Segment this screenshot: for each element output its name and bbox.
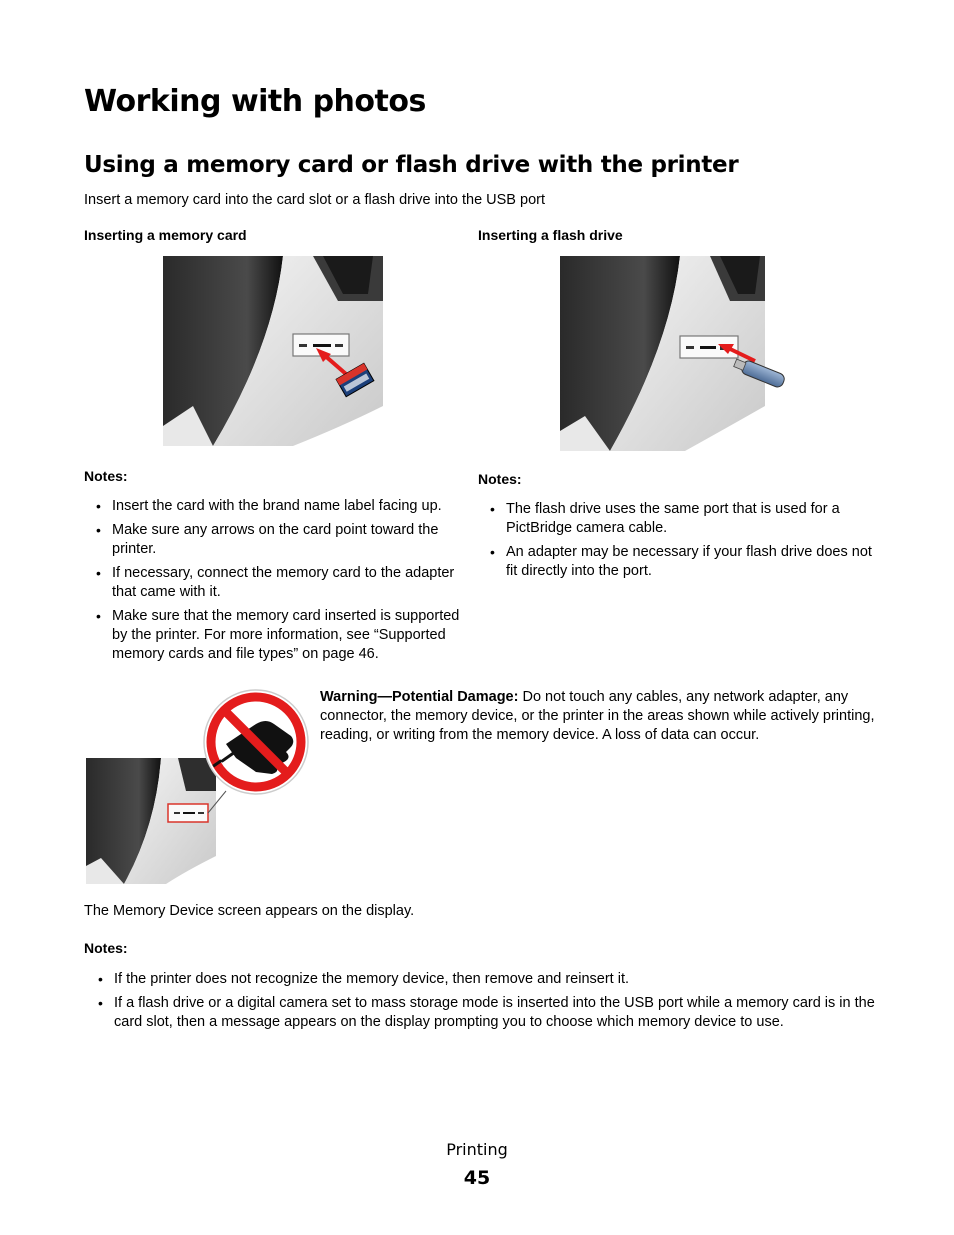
intro-text: Insert a memory card into the card slot or a flash drive into the USB port — [84, 192, 545, 208]
warning-body: Do not touch any cables, any network adapter, any connector, the memory device, or the printer in the areas shown while actively printing, reading, or writing from the memory device. A loss of data can occur. — [320, 689, 875, 743]
footer-section-label: Printing — [446, 1140, 508, 1159]
memory-card-illustration — [163, 256, 393, 456]
left-notes-list — [84, 497, 474, 669]
right-notes-label: Notes: — [478, 471, 522, 487]
list-item: • Make sure any arrows on the card point toward the printer. — [84, 521, 474, 559]
list-item: • The flash drive uses the same port that is used for a PictBridge camera cable. — [478, 500, 873, 538]
warning-label: Warning—Potential Damage: — [320, 689, 519, 705]
list-item: • Make sure that the memory card inserted is supported by the printer. For more information, see “Supported memory cards and file types” on page 46. — [84, 607, 474, 664]
page-number: 45 — [463, 1167, 491, 1189]
list-item: • If a flash drive or a digital camera set to mass storage mode is inserted into the USB port while a memory card is in the card slot, then a message appears on the display prompting you to choose which memory device to use. — [86, 994, 882, 1032]
list-item: • Insert the card with the brand name label facing up. — [84, 497, 474, 516]
section-title: Using a memory card or flash drive with the printer — [84, 152, 739, 178]
list-item: • An adapter may be necessary if your flash drive does not fit directly into the port. — [478, 543, 873, 581]
right-notes-list — [478, 500, 873, 586]
flash-drive-illustration — [560, 256, 795, 456]
bottom-notes-list — [86, 970, 882, 1037]
memory-card-heading: Inserting a memory card — [84, 227, 247, 243]
left-notes-label: Notes: — [84, 468, 128, 484]
list-item: • If necessary, connect the memory card to the adapter that came with it. — [84, 564, 474, 602]
page-title: Working with photos — [84, 84, 426, 119]
bottom-notes-label: Notes: — [84, 940, 128, 956]
list-item: • If the printer does not recognize the memory device, then remove and reinsert it. — [86, 970, 882, 989]
warning-illustration — [86, 686, 314, 886]
memory-device-text: The Memory Device screen appears on the display. — [84, 903, 415, 919]
flash-drive-heading: Inserting a flash drive — [478, 227, 623, 243]
warning-text — [320, 688, 875, 745]
